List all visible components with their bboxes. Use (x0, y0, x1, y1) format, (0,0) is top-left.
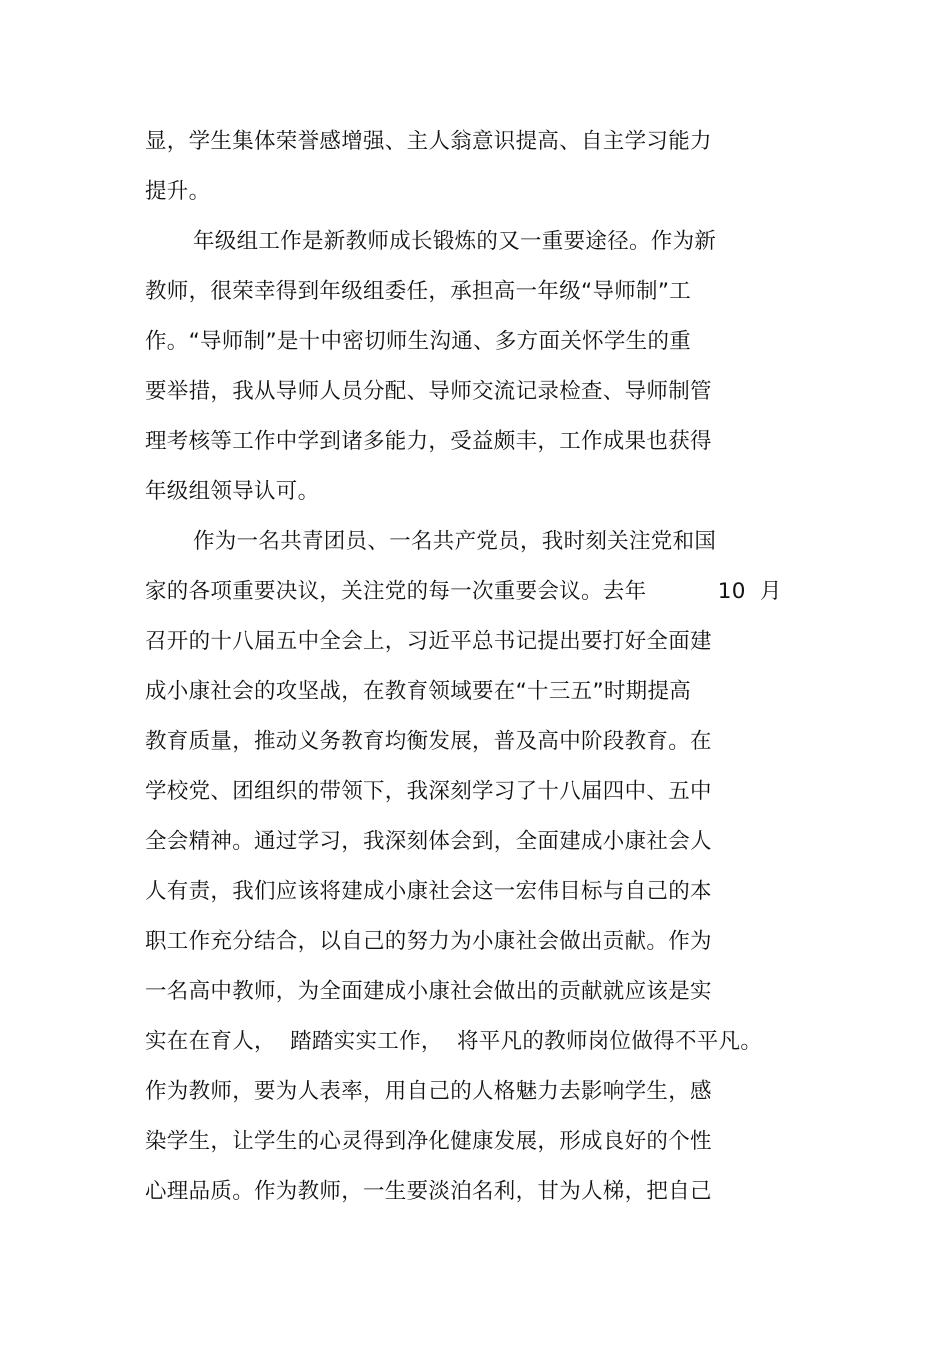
text-line: 教师，很荣幸得到年级组委任，承担高一年级“导师制”工 (145, 279, 692, 304)
text-line: 染学生，让学生的心灵得到净化健康发展，形成良好的个性 (145, 1129, 712, 1154)
text-line: 实在在育人， 踏踏实实工作， 将平凡的教师岗位做得不平凡。 (145, 1029, 763, 1054)
text-line: 人有责，我们应该将建成小康社会这一宏伟目标与自己的本 (145, 879, 712, 904)
text-line: 显，学生集体荣誉感增强、主人翁意识提高、自主学习能力 (145, 129, 712, 154)
text-line: 要举措，我从导师人员分配、导师交流记录检查、导师制管 (145, 379, 712, 404)
text-line: 年级组领导认可。 (145, 479, 320, 504)
text-line: 作。“导师制”是十中密切师生沟通、多方面关怀学生的重 (145, 329, 692, 354)
text-line: 提升。 (145, 179, 211, 204)
text-line: 成小康社会的攻坚战，在教育领域要在“十三五”时期提高 (145, 679, 692, 704)
text-line: 家的各项重要决议，关注党的每一次重要会议。去年 10 月 (145, 579, 782, 604)
text-line: 召开的十八届五中全会上，习近平总书记提出要打好全面建 (145, 629, 712, 654)
text-line: 作为教师，要为人表率，用自己的人格魅力去影响学生，感 (145, 1079, 712, 1104)
text-line: 职工作充分结合，以自己的努力为小康社会做出贡献。作为 (145, 929, 712, 954)
text-line: 一名高中教师，为全面建成小康社会做出的贡献就应该是实 (145, 979, 712, 1004)
paragraph-first-line: 年级组工作是新教师成长锻炼的又一重要途径。作为新 (193, 229, 717, 254)
text-line: 学校党、团组织的带领下，我深刻学习了十八届四中、五中 (145, 779, 712, 804)
text-line: 教育质量，推动义务教育均衡发展，普及高中阶段教育。在 (145, 729, 712, 754)
text-line: 理考核等工作中学到诸多能力，受益颇丰，工作成果也获得 (145, 429, 712, 454)
text-line: 心理品质。作为教师，一生要淡泊名利，甘为人梯，把自己 (145, 1179, 712, 1204)
text-line: 全会精神。通过学习，我深刻体会到，全面建成小康社会人 (145, 829, 712, 854)
paragraph-first-line: 作为一名共青团员、一名共产党员，我时刻关注党和国 (193, 529, 717, 554)
